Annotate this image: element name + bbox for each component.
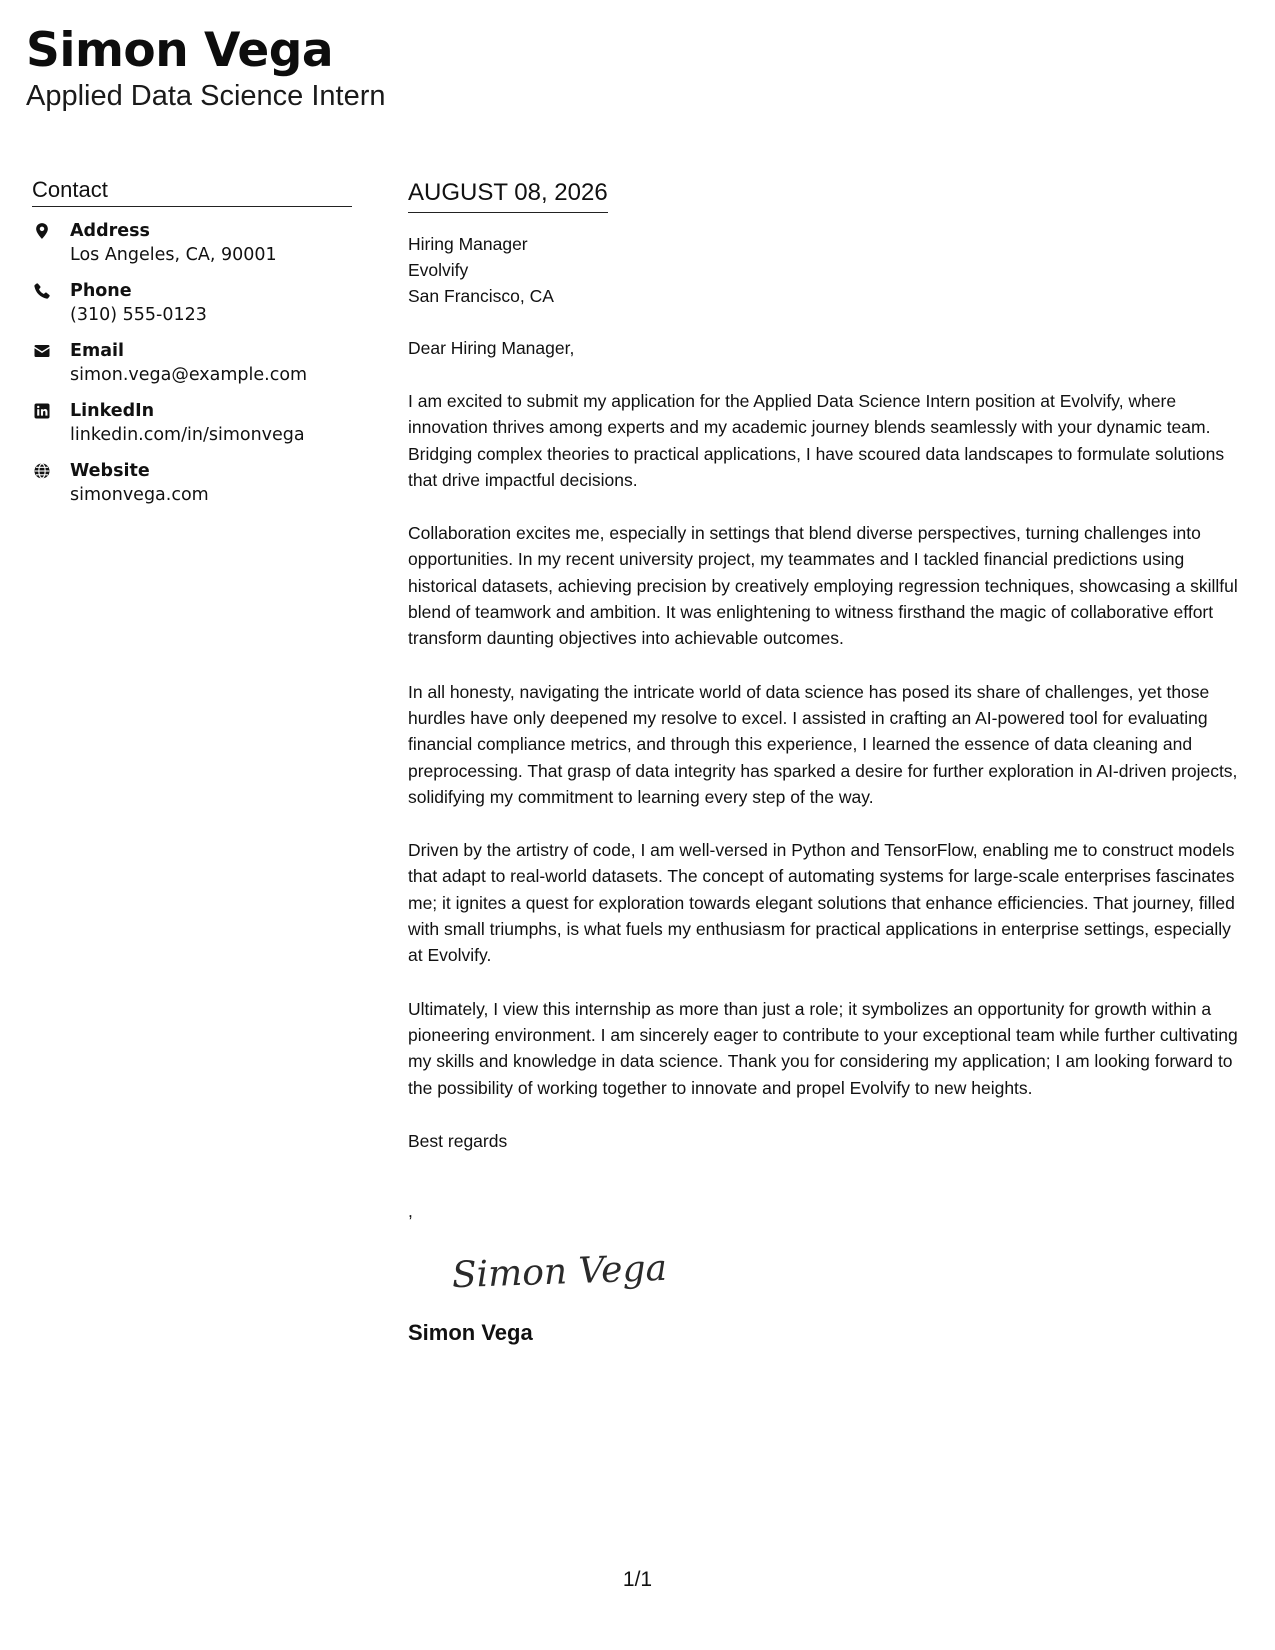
letter-body bbox=[408, 178, 1243, 1347]
letter-date-wrap bbox=[408, 178, 608, 213]
contact-item-email bbox=[32, 339, 352, 388]
contact-value-phone: (310) 555-0123 bbox=[70, 305, 207, 325]
signer-name: Simon Vega bbox=[408, 1319, 533, 1345]
applicant-name: Simon Vega bbox=[26, 23, 334, 78]
contact-value-linkedin: linkedin.com/in/simonvega bbox=[70, 425, 305, 445]
closing-comma: , bbox=[408, 1200, 413, 1221]
contact-heading: Contact bbox=[32, 176, 352, 207]
contact-label-email: Email bbox=[70, 341, 124, 361]
recipient-line: Hiring Manager bbox=[408, 234, 528, 254]
linkedin-icon bbox=[32, 401, 52, 421]
contact-item-linkedin bbox=[32, 399, 352, 448]
contact-item-phone bbox=[32, 279, 352, 328]
recipient-block bbox=[408, 231, 1243, 309]
handwritten-signature bbox=[446, 1236, 676, 1306]
contact-item-address bbox=[32, 219, 352, 268]
recipient-line: Evolvify bbox=[408, 260, 469, 280]
phone-icon bbox=[32, 281, 52, 301]
contact-value-website: simonvega.com bbox=[70, 485, 209, 505]
letter-paragraph: Ultimately, I view this internship as more than just a role; it symbolizes an opportunity for growth within a pioneering environment. I am sincerely eager to contribute to your exceptional team while further cultivating my skills and knowledge in data science. Thank you for considering my application; I am looking forward to the possibility of working together to innovate and propel Evolvify to new heights. bbox=[408, 998, 1238, 1098]
map-pin-icon bbox=[32, 221, 52, 241]
letter-paragraph: Collaboration excites me, especially in settings that blend diverse perspectives, turning challenges into opportunities. In my recent university project, my teammates and I tackled financial predictions using historical datasets, achieving precision by creatively employing regression techniques, showcasing a skillful blend of teamwork and ambition. It was enlightening to witness firsthand the magic of collaborative effort transform daunting objectives into achievable outcomes. bbox=[408, 523, 1238, 649]
letter-date: AUGUST 08, 2026 bbox=[408, 179, 608, 206]
contact-label-website: Website bbox=[70, 461, 150, 481]
contact-sidebar bbox=[32, 176, 352, 519]
contact-value-email: simon.vega@example.com bbox=[70, 365, 308, 385]
letter-paragraph: In all honesty, navigating the intricate world of data science has posed its share of challenges, yet those hurdles have only deepened my resolve to excel. I assisted in crafting an AI-powered tool for evaluating financial compliance metrics, and through this experience, I learned the essence of data cleaning and preprocessing. That grasp of data integrity has sparked a desire for further exploration in AI-driven projects, solidifying my commitment to learning every step of the way. bbox=[408, 681, 1238, 807]
envelope-icon bbox=[32, 341, 52, 361]
contact-item-website bbox=[32, 459, 352, 508]
letter-header bbox=[26, 22, 386, 112]
letter-paragraph: I am excited to submit my application for the Applied Data Science Intern position at Evolvify, where innovation thrives among experts and my academic journey blends seamlessly with your dynamic team. Bridging complex theories to practical applications, I have scoured data landscapes to formulate solutions that drive impactful decisions. bbox=[408, 391, 1225, 490]
contact-label-phone: Phone bbox=[70, 281, 132, 301]
applicant-title: Applied Data Science Intern bbox=[26, 80, 386, 112]
letter-paragraph: Driven by the artistry of code, I am well-versed in Python and TensorFlow, enabling me to construct models that adapt to real-world datasets. The concept of automating systems for large-scale enterprises fascinates me; it ignites a quest for exploration towards elegant solutions that enhance efficiencies. That journey, filled with small triumphs, is what fuels my enthusiasm for practical applications in enterprise settings, especially at Evolvify. bbox=[408, 840, 1235, 966]
contact-value-address: Los Angeles, CA, 90001 bbox=[70, 245, 277, 265]
svg-text:Simon Vega: Simon Vega bbox=[451, 1247, 668, 1297]
recipient-line: San Francisco, CA bbox=[408, 286, 554, 306]
salutation: Dear Hiring Manager, bbox=[408, 338, 575, 358]
page-number: 1/1 bbox=[622, 1568, 653, 1591]
globe-icon bbox=[32, 461, 52, 481]
contact-label-linkedin: LinkedIn bbox=[70, 401, 155, 421]
closing-phrase: Best regards bbox=[408, 1130, 508, 1151]
contact-label-address: Address bbox=[70, 221, 150, 241]
